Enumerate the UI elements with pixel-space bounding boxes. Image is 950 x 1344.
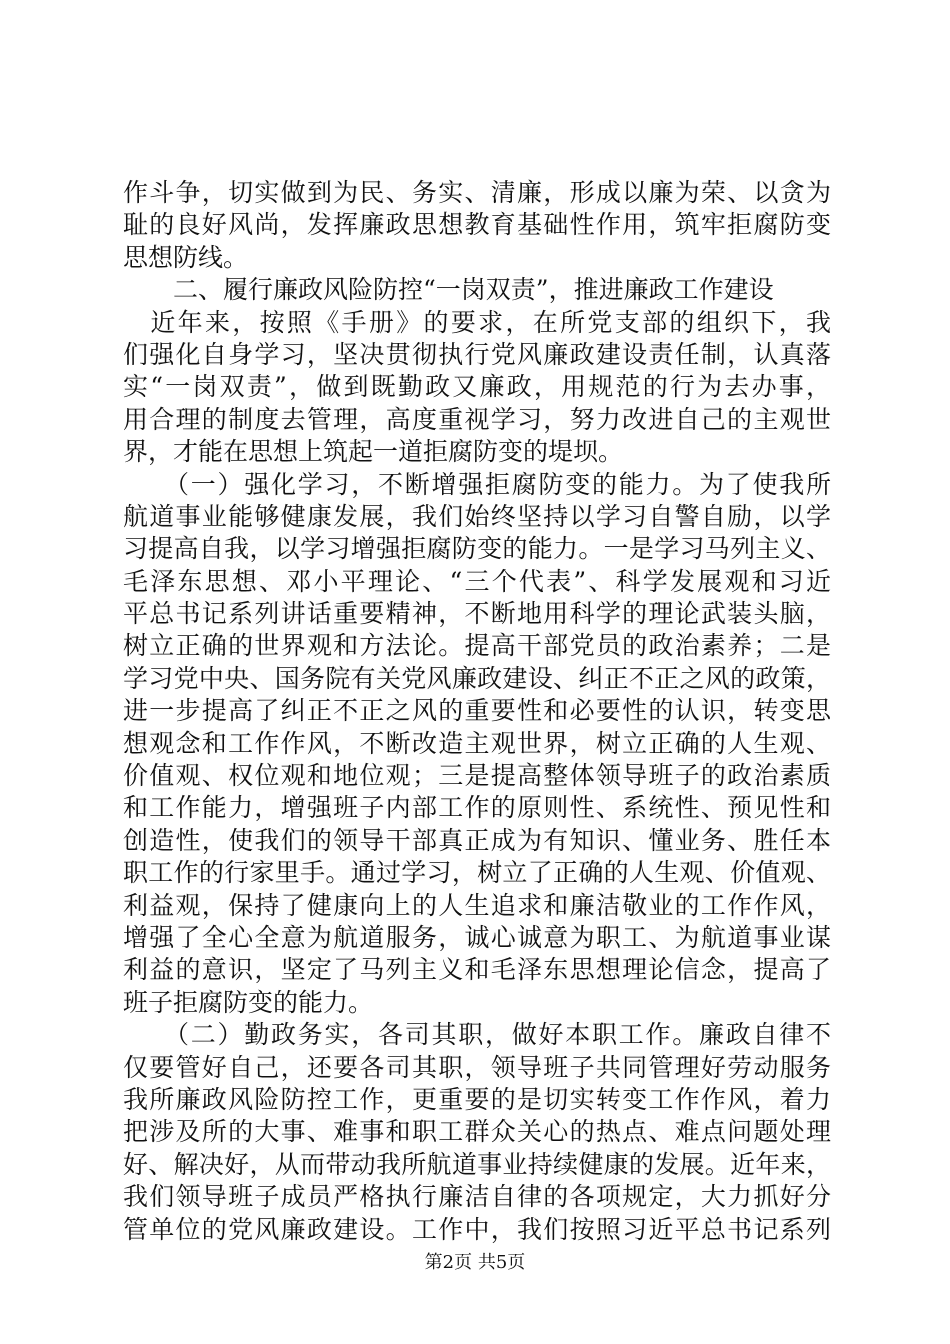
text-line: 进一步提高了纠正不正之风的重要性和必要性的认识，转变思 — [123, 696, 831, 726]
text-line: 树立正确的世界观和方法论。提高干部党员的政治素养；二是 — [123, 631, 831, 661]
text-line: （二）勤政务实，各司其职，做好本职工作。廉政自律不 — [123, 1020, 831, 1050]
text-line: 和工作能力，增强班子内部工作的原则性、系统性、预见性和 — [123, 793, 831, 823]
text-line: 把涉及所的大事、难事和职工群众关心的热点、难点问题处理 — [123, 1117, 831, 1147]
text-line: 思想防线。 — [123, 242, 249, 272]
page-footer: 第2页 共5页 — [424, 1252, 526, 1273]
text-line: 利益观，保持了健康向上的人生追求和廉洁敬业的工作作风， — [123, 890, 831, 920]
text-line: 好、解决好，从而带动我所航道事业持续健康的发展。近年来， — [123, 1149, 831, 1179]
text-line: 我们领导班子成员严格执行廉洁自律的各项规定，大力抓好分 — [123, 1182, 831, 1212]
text-line: 作斗争，切实做到为民、务实、清廉，形成以廉为荣、以贪为 — [123, 178, 831, 207]
text-line: 航道事业能够健康发展，我们始终坚持以学习自警自励，以学 — [123, 501, 831, 531]
text-line: 我所廉政风险防控工作，更重要的是切实转变工作作风，着力 — [123, 1084, 831, 1114]
text-line: 用合理的制度去管理，高度重视学习，努力改进自己的主观世 — [123, 404, 831, 434]
text-line: 想观念和工作作风，不断改造主观世界，树立正确的人生观、 — [123, 728, 831, 758]
text-line: 仅要管好自己，还要各司其职，领导班子共同管理好劳动服务 — [123, 1052, 831, 1082]
text-line: 实“一岗双责”，做到既勤政又廉政，用规范的行为去办事， — [123, 372, 831, 402]
text-line: 毛泽东思想、邓小平理论、“三个代表”、科学发展观和习近 — [123, 566, 831, 596]
text-line: 管单位的党风廉政建设。工作中，我们按照习近平总书记系列 — [123, 1214, 831, 1244]
text-line: 增强了全心全意为航道服务，诚心诚意为职工、为航道事业谋 — [123, 922, 831, 952]
text-line: 平总书记系列讲话重要精神，不断地用科学的理论武装头脑， — [123, 599, 831, 629]
text-line: 近年来，按照《手册》的要求，在所党支部的组织下，我 — [123, 307, 831, 337]
section-heading: 二、履行廉政风险防控“一岗双责”，推进廉政工作建设 — [123, 275, 774, 305]
text-line: 习提高自我，以学习增强拒腐防变的能力。一是学习马列主义、 — [123, 534, 831, 564]
text-line: 界，才能在思想上筑起一道拒腐防变的堤坝。 — [123, 437, 624, 467]
body-text — [123, 177, 831, 1246]
text-line: 耻的良好风尚，发挥廉政思想教育基础性作用，筑牢拒腐防变 — [123, 210, 831, 240]
text-line: 职工作的行家里手。通过学习，树立了正确的人生观、价值观、 — [123, 858, 831, 888]
text-line: 创造性，使我们的领导干部真正成为有知识、懂业务、胜任本 — [123, 825, 831, 855]
text-line: 利益的意识，坚定了马列主义和毛泽东思想理论信念，提高了 — [123, 955, 831, 985]
text-line: 们强化自身学习，坚决贯彻执行党风廉政建设责任制，认真落 — [123, 339, 831, 369]
text-line: 学习党中央、国务院有关党风廉政建设、纠正不正之风的政策， — [123, 663, 831, 693]
text-line: （一）强化学习，不断增强拒腐防变的能力。为了使我所 — [123, 469, 831, 499]
text-line: 班子拒腐防变的能力。 — [123, 987, 374, 1017]
text-line: 价值观、权位观和地位观；三是提高整体领导班子的政治素质 — [123, 761, 831, 791]
